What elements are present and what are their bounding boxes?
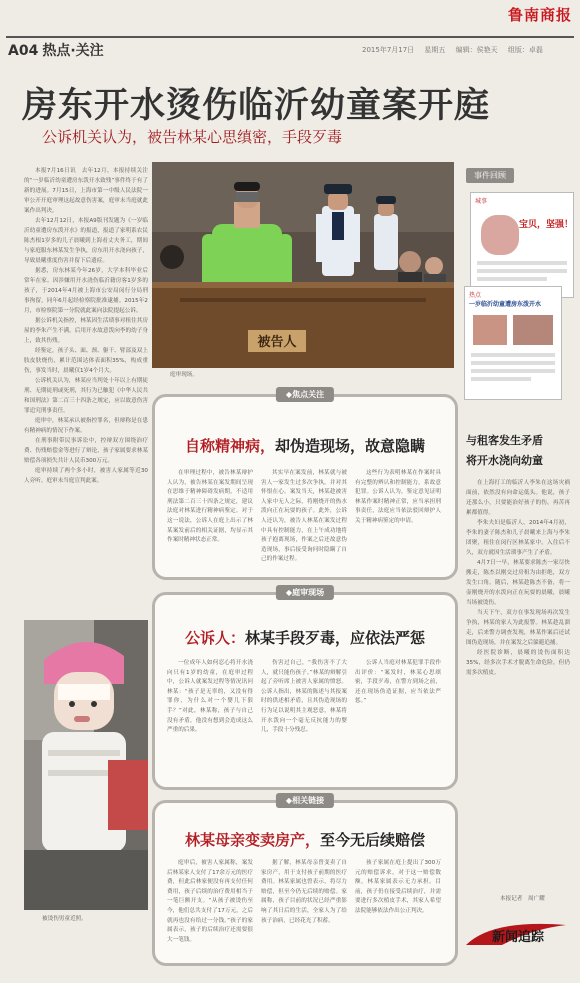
lead-paragraph: 据悉，房东林某今年26岁，大学本科毕业后常年在家。因涉嫌用开水浇伤临沂籍房客1岁多的孩子，于2014年4月被上海市公安局闵行分局刑事拘留，同年6月起经检察院批准逮捕。2015年2月，市检察院第一分院就此案向法院提起公诉。 bbox=[24, 268, 148, 314]
panel-column: 据了解，林某母亲曾变卖了自家房产，用于支付孩子前期的医疗费用。林某家属也曾表示，将尽力赔偿，但至今仍无后续的赔偿。家属称，孩子目前的状况已经严重影响了其日后的生活，全家人为了给孩子治病，已经花光了积蓄。 bbox=[261, 860, 347, 924]
panel-column: 庭审后，被害人家属称，案发后林某家人支付了17余万元的医疗费，但此后林家便没有再支付任何费用，孩子后续的治疗费用相当于一笔巨额开支。“从孩子被烫伤至今，他们总共支付了17万元，之后就再也没有给过一分钱。”孩子的家属表示，孩子的后续治疗还需要很大一笔钱。 bbox=[167, 860, 253, 943]
review-article bbox=[466, 478, 570, 888]
panel-column: 公诉人当庭对林某犯罪手段作出评价：“案发时，林某心思缜密，手段歹毒，在警方到场之前，还在现场伪造证据，应当依法严惩。” bbox=[355, 660, 441, 705]
page-headline: 房东开水烫伤临沂幼童案开庭 bbox=[22, 85, 491, 126]
focus-panel-title: 自称精神病，却伪造现场，故意隐瞒 bbox=[184, 437, 426, 455]
header-rule bbox=[6, 36, 574, 38]
news-tracking-logo bbox=[462, 915, 570, 949]
focus-panel bbox=[152, 390, 458, 580]
panel-column: 伤害过自己，“我伤害不了大人，就只能伤孩子。”林某的辩解引起了旁听席上被害人家属的愤怒。公诉人指出，林某的陈述与其报案时的供述相矛盾，且其伪造现场的行为足以说明其主观恶意，林某将开水泼向一个毫无反抗能力的婴儿，手段十分残忍。 bbox=[261, 660, 347, 734]
panel-column: 在审理过程中，被告林某辩护人认为，被告林某在案发期间呈现在思维于精神障碍发病期，不适用刑法第二百三十四条之规定，建议法庭对林某进行精神病鉴定。对于这一说法，公诉人在庭上出示了林某案发前后的相关证据，均显示其作案时精神状态正常。 bbox=[167, 470, 253, 544]
related-panel-title: 林某母亲变卖房产，至今无后续赔偿 bbox=[184, 831, 426, 849]
courtroom-photo bbox=[152, 162, 454, 368]
byline: 本报记者 周广耀 bbox=[500, 896, 545, 902]
courtroom-photo-caption: 庭审现场。 bbox=[170, 372, 198, 378]
svg-text:新闻追踪: 新闻追踪 bbox=[492, 930, 545, 945]
lead-paragraph: 经鉴定，孩子头、面、颈、躯干、臂部及双上肢皮肤烧伤，累计范围达体表面积35%，构成重伤，事发当时，晨曦仅1岁4个月大。 bbox=[24, 348, 148, 374]
related-panel bbox=[152, 796, 458, 966]
issue-weekday: 星期五 bbox=[424, 46, 446, 54]
lead-article bbox=[24, 166, 148, 572]
svg-text:被告人: 被告人 bbox=[257, 335, 297, 350]
clipping-1: 城事 宝贝，坚强！ bbox=[470, 192, 574, 298]
lead-paragraph: 据公诉机关指控，林某因生活琐事对租住其房屋的李朱产生不满，后用开水故意泼向李的幼子身上，致其伤残。 bbox=[24, 318, 148, 344]
review-paragraph: 在上海打工的临沂人李朱在这场灾祸面前，依然没有向命运低头。他说，孩子还那么小，只要能治好孩子的伤，再苦再累都值得。 bbox=[466, 480, 570, 516]
review-paragraph: 经医院诊断，晨曦的烫伤面积达35%，经多次手术才脱离生命危险，但仍需多次植皮。 bbox=[466, 650, 570, 676]
page-meta bbox=[362, 45, 551, 55]
page-subheadline: 公诉机关认为，被告林某心思缜密，手段歹毒 bbox=[42, 128, 343, 146]
lead-paragraph: 庭审持续了两个多小时，被害人家属等近30人旁听。庭审未当庭宣判此案。 bbox=[24, 468, 148, 484]
page-number: A04 bbox=[8, 43, 39, 59]
lead-paragraph: 在刑事附带民事诉讼中，控辩双方围绕治疗费、伤残赔偿金等进行了辩论，孩子家属要求林某赔偿各项损失共计人民币300万元。 bbox=[24, 438, 148, 464]
review-paragraph: 李朱夫妇是临沂人，2014年4月初，李朱的妻子陈杰和儿子晨曦来上海与李朱团聚，租住在闵行区林某家中。入住后不久，双方就因生活琐事产生了矛盾。 bbox=[466, 520, 570, 556]
related-panel-tab: ◆相关链接 bbox=[276, 793, 334, 808]
focus-panel-tab: ◆焦点关注 bbox=[276, 387, 334, 402]
review-paragraph: 当天下午，双方在事发现场再次发生争执，林某的家人为此报警。林某趁乱溜走，后来警方调查发现，林某作案后还试图伪造现场，并在案发之后躲避追捕。 bbox=[466, 610, 570, 646]
issue-date: 2015年7月17日 bbox=[362, 46, 415, 54]
clipping-2: 热点 一岁临沂幼童遭房东泼开水 bbox=[464, 286, 562, 400]
panel-column: 孩子家属在庭上提出了300万元的赔偿诉求，对于这一赔偿数额，林某家属表示无力承担。目前，孩子仍在接受后续治疗，并需要进行多次植皮手术，其家人希望法院能够依法作出公正判决。 bbox=[355, 860, 441, 914]
review-title-2: 将开水浇向幼童 bbox=[466, 454, 543, 467]
lead-paragraph: 本报7月16日讯 去年12月，本报持续关注的“一岁临沂幼童遭房东泼开水致残”事件终于有了新的进展。7月15日，上海市第一中级人民法院一审公开开庭审理这起故意伤害案，庭审未当庭就此案作出判决。 bbox=[24, 168, 148, 214]
panel-column: 其实早在案发前，林某就与被害人一家发生过多次争执，并对其怀恨在心。案发当天，林某趁被害人家中无人之际，将刚烧开的热水泼向正在玩耍的孩子。此外，公诉人还认为，被告人林某在案发过程中具有控制能力，在上午成功地将孩子抱离现场，作案之后还故意伪造现场，事后接受询问时隐瞒了自己的作案过程。 bbox=[261, 470, 347, 563]
event-review-badge: 事件回顾 bbox=[466, 168, 514, 183]
review-paragraph: 4月7日一早，林某要求陈杰一家尽快搬走，陈杰以刚交过房租为由拒绝，双方发生口角。随后，林某趁陈杰不备，将一壶刚烧开的水泼向正在玩耍的晨曦，晨曦当场被烫伤。 bbox=[466, 560, 570, 606]
lead-paragraph: 去年12月12日，本报A9版刊发题为《一岁临沂幼童遭房东泼开水》的报道，报道了家明系农民陈杰根1岁多的儿子晨曦到上海看丈夫务工，期间与家庭服东林某发生争执，房东用开水浇向孩子，导致晨曦重度伤害并留下后遗症。 bbox=[24, 218, 148, 264]
section-label bbox=[8, 40, 104, 60]
designer-credit: 组版：卓磊 bbox=[507, 46, 543, 54]
masthead-logo: 鲁南商报 bbox=[507, 6, 572, 24]
editor-credit: 编辑：侯艳天 bbox=[455, 46, 498, 54]
courtroom-panel-title: 公诉人：林某手段歹毒，应依法严惩 bbox=[184, 629, 426, 647]
courtroom-panel bbox=[152, 588, 458, 790]
child-photo-caption: 被烫伤男童近照。 bbox=[42, 916, 87, 922]
section-name: 热点·关注 bbox=[42, 43, 104, 59]
review-title-1: 与租客发生矛盾 bbox=[466, 434, 543, 447]
panel-column: 一位成年人如何忍心将开水浇向只有1岁的幼童，在庭审过程中，公诉人就案发过程等情况讯问林某：“孩子是无辜的，又没有得罪你，为什么对一个婴儿下狠手？”对此，林某称，孩子与自己没有矛盾，他没有想到会造成这么严重的后果。 bbox=[167, 660, 253, 734]
lead-paragraph: 公诉机关认为，林某应当判处十年以上有期徒刑、无期徒刑或死刑，其行为已触犯《中华人民共和国刑法》第二百三十四条之规定，应以故意伤害罪追究刑事责任。 bbox=[24, 378, 148, 414]
lead-paragraph: 庭审中，林某承认被指控罪名，但辩称是在患有精神病的情况下作案。 bbox=[24, 418, 148, 434]
child-photo bbox=[24, 620, 148, 910]
panel-column: 这些行为表明林某在作案时具有完整的辨认和控制能力，系故意犯罪。公诉人认为，鉴定意见证明林某作案时精神正常，应当承担刑事责任，法庭应当依法驳回辩护人关于精神病鉴定的申请。 bbox=[355, 470, 441, 524]
courtroom-panel-tab: ◆庭审现场 bbox=[276, 585, 334, 600]
